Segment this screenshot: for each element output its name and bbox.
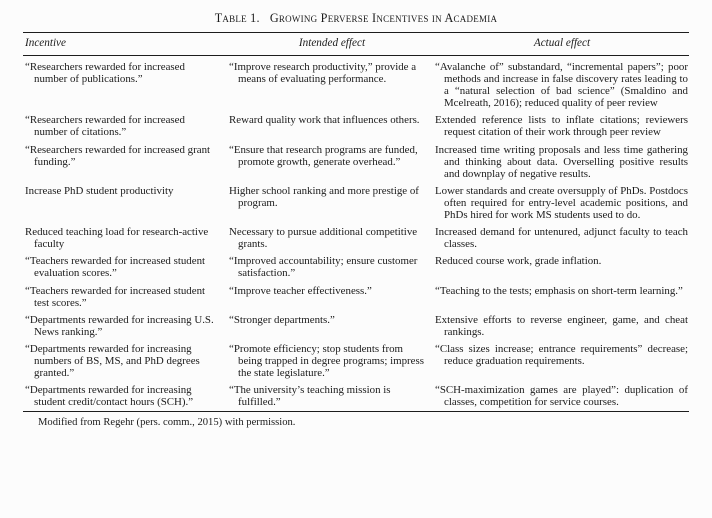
- cell-incentive: “Teachers rewarded for increased student evaluation scores.”: [25, 255, 206, 280]
- col-header-actual-effect: Actual effect: [435, 33, 689, 56]
- table-row: [23, 224, 689, 253]
- cell-intended-effect: “Improve research productivity,” provide a means of evaluating performance.: [229, 61, 417, 86]
- cell-incentive: “Departments rewarded for increasing U.S. News ranking.”: [25, 313, 214, 338]
- cell-actual-effect: Extensive efforts to reverse engineer, game, and cheat rankings.: [435, 313, 688, 338]
- table-caption-label: Table 1.: [214, 11, 260, 25]
- cell-actual-effect: Reduced course work, grade inflation.: [435, 255, 602, 268]
- cell-intended-effect: Necessary to pursue additional competitive grants.: [229, 226, 418, 251]
- cell-intended-effect: “Promote efficiency; stop students from being trapped in degree programs; impress the state legislature.”: [229, 342, 424, 380]
- table-row: [23, 142, 689, 183]
- table-row: [23, 112, 689, 141]
- col-header-intended-effect: Intended effect: [229, 33, 435, 56]
- table-body: [23, 56, 689, 412]
- cell-incentive: “Departments rewarded for increasing numbers of BS, MS, and PhD degrees granted.”: [25, 342, 200, 380]
- cell-actual-effect: “Avalanche of” substandard, “incremental papers”; poor methods and increase in false discovery rates leading to a “natural selection of bad science” (Smaldino and Mcelreath, 2016); reduced quality of peer review: [435, 61, 688, 110]
- table-row: [23, 312, 689, 341]
- cell-intended-effect: “Ensure that research programs are funded, promote growth, generate overhead.”: [229, 143, 418, 168]
- cell-actual-effect: “SCH-maximization games are played”: duplication of classes, competition for service courses.: [435, 384, 688, 409]
- incentives-table: [23, 32, 689, 412]
- cell-intended-effect: “Stronger departments.”: [229, 313, 335, 326]
- cell-incentive: Reduced teaching load for research-active faculty: [25, 226, 209, 251]
- cell-incentive: “Teachers rewarded for increased student test scores.”: [25, 284, 206, 309]
- col-header-incentive: Incentive: [23, 33, 229, 56]
- table-row: [23, 183, 689, 224]
- table-caption-text: Growing Perverse Incentives in Academia: [269, 11, 498, 25]
- header-row: [23, 33, 689, 56]
- cell-intended-effect: “Improve teacher effectiveness.”: [229, 284, 372, 297]
- cell-intended-effect: Higher school ranking and more prestige of program.: [229, 184, 419, 209]
- cell-intended-effect: Reward quality work that influences others.: [229, 114, 420, 127]
- cell-actual-effect: “Teaching to the tests; emphasis on short-term learning.”: [435, 284, 683, 297]
- cell-actual-effect: Increased time writing proposals and less time gathering and thinking about data. Overselling positive results and downplay of negative results.: [435, 143, 688, 180]
- cell-intended-effect: “The university’s teaching mission is fulfilled.”: [229, 384, 391, 409]
- cell-actual-effect: Extended reference lists to inflate citations; reviewers request citation of their work through peer review: [435, 114, 688, 139]
- cell-actual-effect: “Class sizes increase; entrance requirements” decrease; reduce graduation requirements.: [435, 342, 688, 367]
- cell-actual-effect: Increased demand for untenured, adjunct faculty to teach classes.: [435, 226, 688, 251]
- table-footnote: Modified from Regehr (pers. comm., 2015) with permission.: [38, 417, 296, 429]
- table-caption: [23, 11, 689, 26]
- cell-incentive: “Researchers rewarded for increased number of publications.”: [25, 61, 185, 86]
- table-row: [23, 382, 689, 412]
- table-row: [23, 341, 689, 382]
- cell-incentive: “Departments rewarded for increasing student credit/contact hours (SCH).”: [25, 384, 194, 409]
- cell-incentive: Increase PhD student productivity: [25, 184, 174, 197]
- table-row: [23, 253, 689, 282]
- cell-incentive: “Researchers rewarded for increased number of citations.”: [25, 114, 185, 139]
- cell-actual-effect: Lower standards and create oversupply of PhDs. Postdocs often required for entry-level academic positions, and PhDs hired for work MS students used to do.: [435, 184, 688, 222]
- table-row: [23, 56, 689, 113]
- cell-intended-effect: “Improved accountability; ensure customer satisfaction.”: [229, 255, 418, 280]
- table-row: [23, 283, 689, 312]
- cell-incentive: “Researchers rewarded for increased grant funding.”: [25, 143, 211, 168]
- paper-page: [23, 0, 689, 429]
